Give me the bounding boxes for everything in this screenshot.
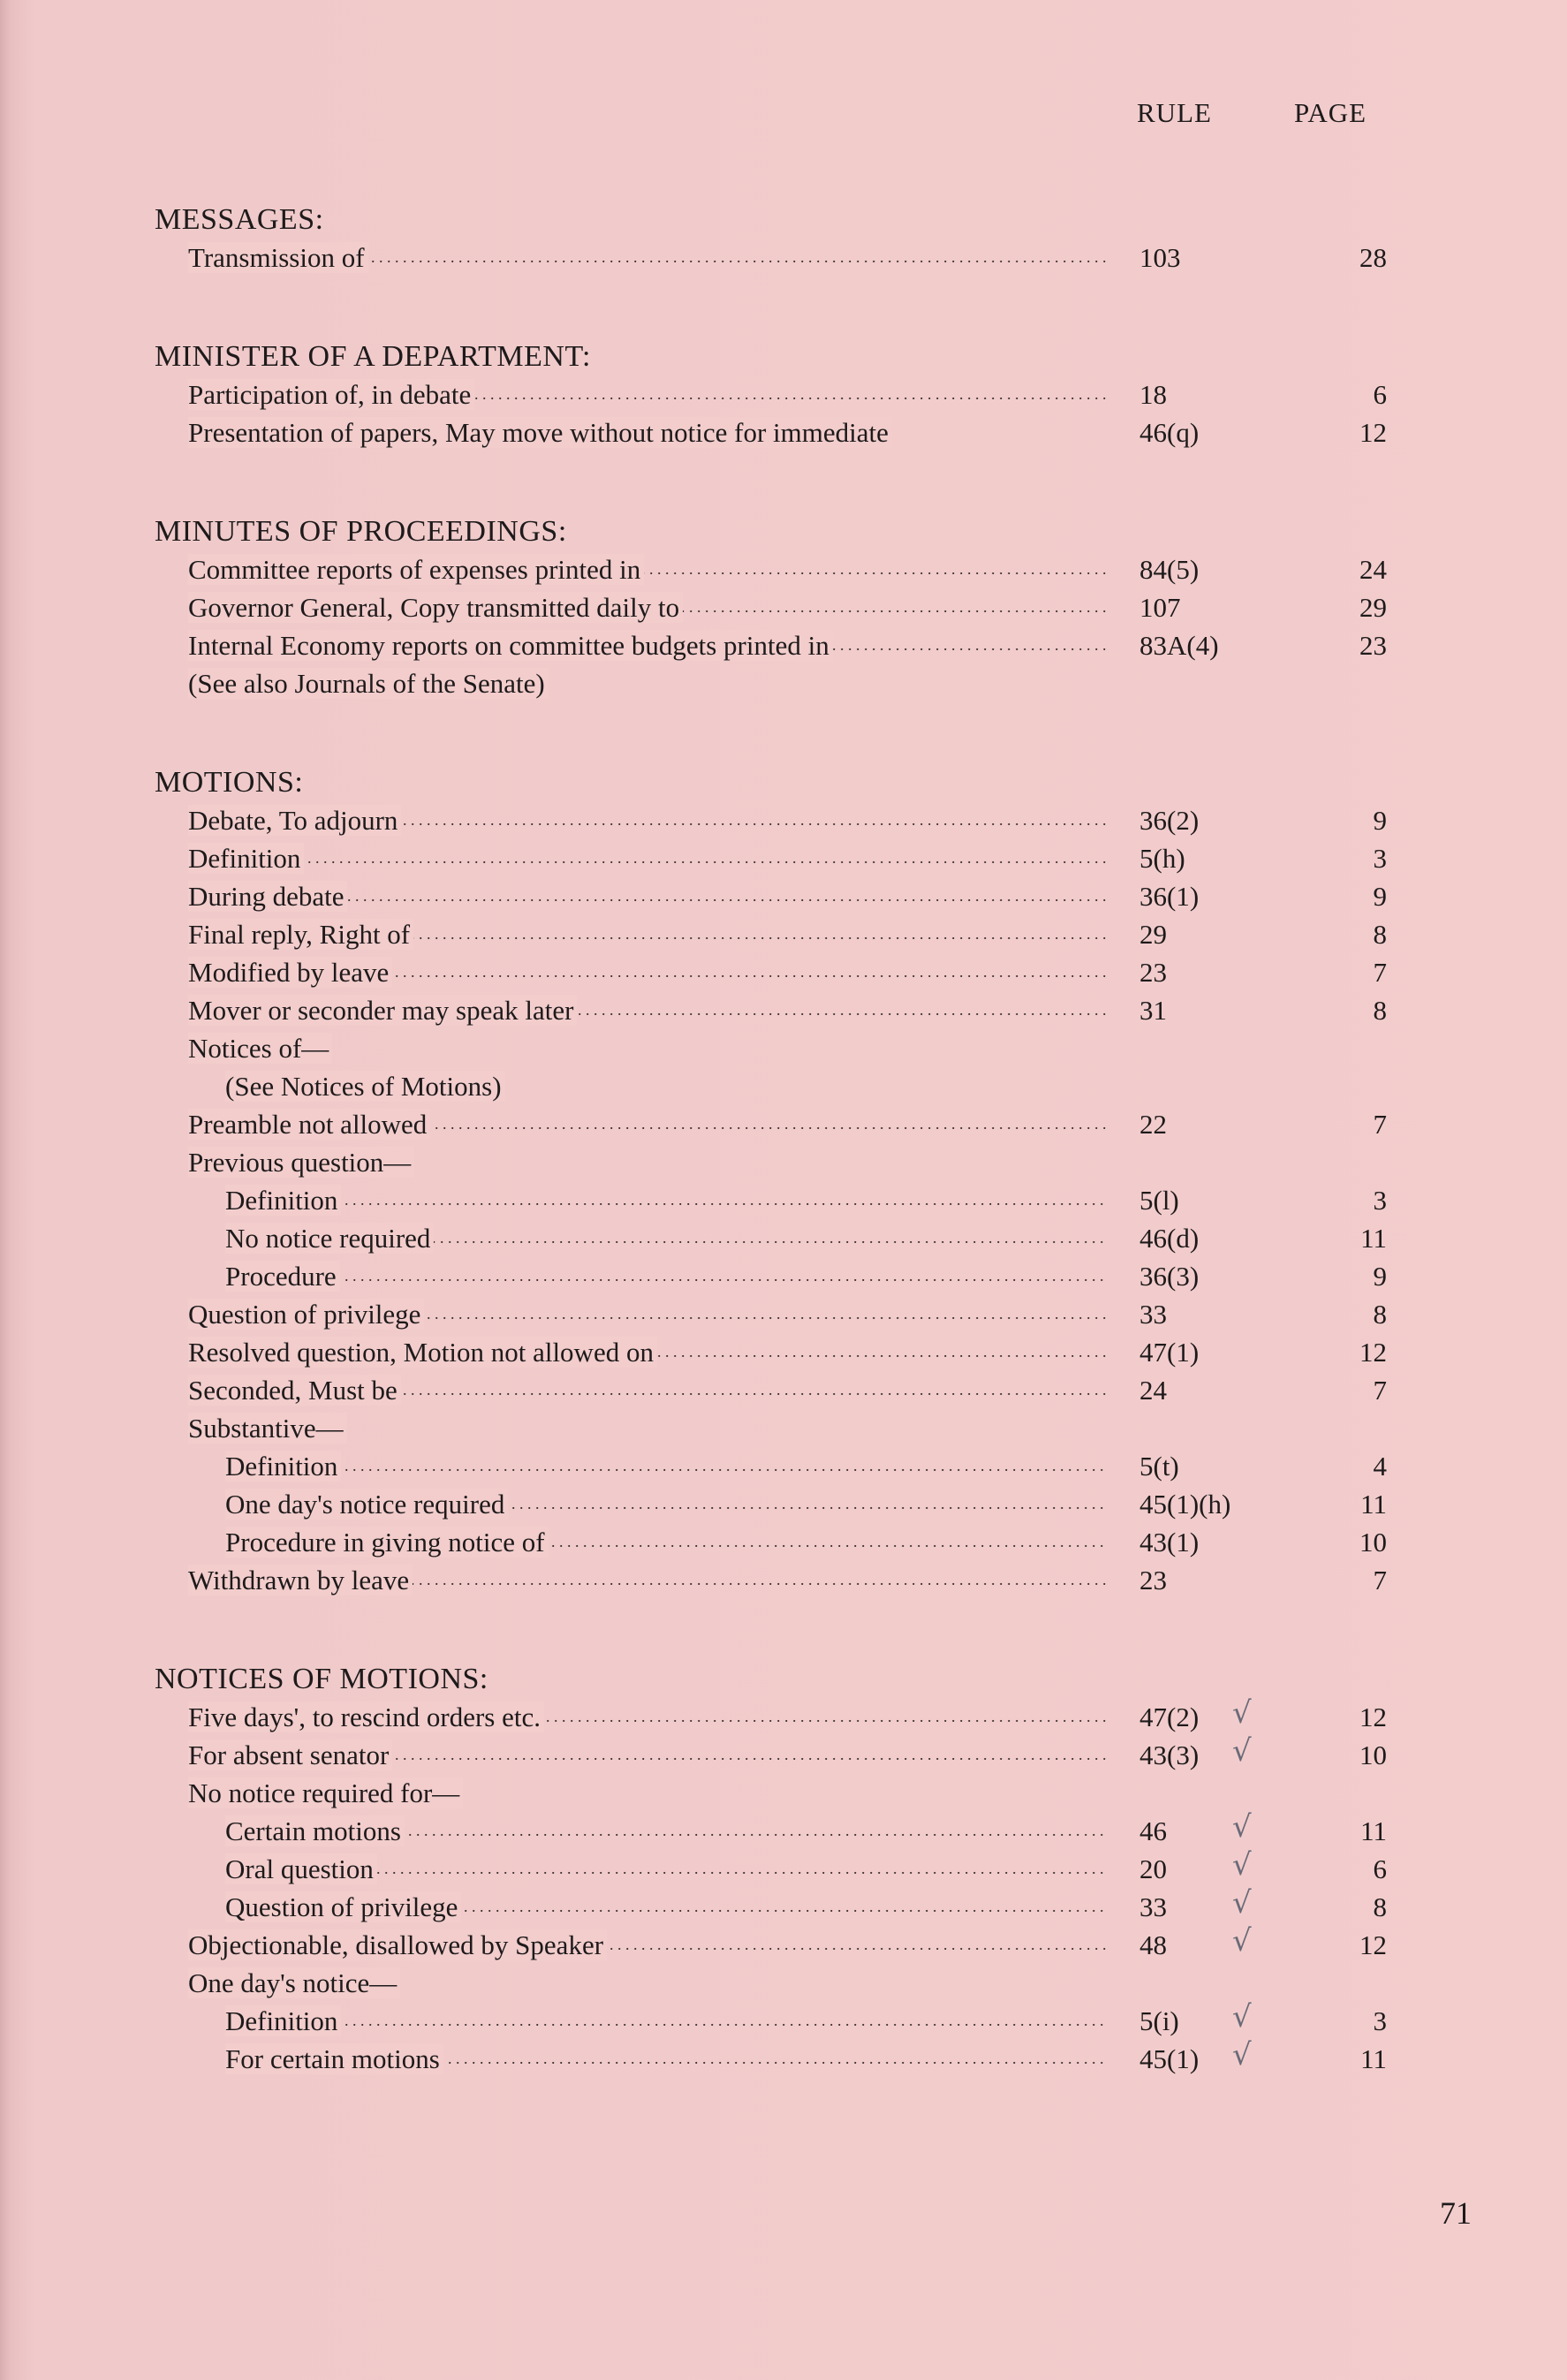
entry-label: One day's notice— — [188, 1967, 400, 1998]
entry-label: Substantive— — [188, 1413, 347, 1444]
entry-label: Preamble not allowed — [188, 1109, 430, 1140]
section-heading: NOTICES OF MOTIONS: — [155, 1663, 488, 1695]
entry-page-number: 23 — [1359, 630, 1387, 661]
index-entry — [0, 413, 1567, 451]
entry-rule-number: 46 — [1139, 1815, 1167, 1846]
entry-label: Procedure — [225, 1261, 340, 1292]
entry-label: Debate, To adjourn — [188, 805, 401, 836]
handwritten-check-icon: √ — [1232, 1923, 1252, 1959]
entry-rule-number: 24 — [1139, 1375, 1167, 1406]
index-entry — [0, 1219, 1567, 1257]
entry-rule-number: 45(1) — [1139, 2043, 1200, 2074]
entry-label: Resolved question, Motion not allowed on — [188, 1337, 657, 1368]
entry-label: Definition — [225, 1185, 341, 1216]
entry-page-number: 28 — [1359, 242, 1387, 273]
index-entry — [0, 2037, 1567, 2078]
entry-page-number: 8 — [1373, 919, 1387, 950]
index-entry — [0, 991, 1567, 1029]
index-section — [0, 764, 1567, 1599]
entry-label: Procedure in giving notice of — [225, 1527, 549, 1558]
index-entry — [0, 801, 1567, 839]
index-entry — [0, 1295, 1567, 1333]
entry-label: Transmission of — [188, 242, 368, 273]
page-column-header: PAGE — [1294, 97, 1367, 128]
entry-rule-number: 43(3) — [1139, 1740, 1200, 1770]
entry-rule-number: 33 — [1139, 1299, 1167, 1330]
index-entry — [0, 953, 1567, 991]
entry-rule-number: 84(5) — [1139, 554, 1200, 585]
page-number: 71 — [1440, 2195, 1472, 2231]
entry-page-number: 7 — [1373, 957, 1387, 988]
entry-label: Question of privilege — [188, 1299, 424, 1330]
entry-label: For absent senator — [188, 1740, 392, 1770]
index-entry — [0, 1774, 1567, 1812]
index-entry — [0, 1847, 1567, 1888]
entry-page-number: 6 — [1373, 379, 1387, 410]
index-entry — [0, 1143, 1567, 1181]
entry-label: Definition — [225, 1451, 341, 1482]
entry-label: Question of privilege — [225, 1891, 461, 1922]
entry-label: Definition — [188, 843, 304, 874]
entry-label: Presentation of papers, May move without notice for immediate — [188, 417, 892, 448]
index-entry — [0, 915, 1567, 953]
index-entry — [0, 375, 1567, 413]
entry-rule-number: 47(2) — [1139, 1702, 1200, 1732]
entry-label: During debate — [188, 881, 347, 912]
entry-rule-number: 33 — [1139, 1891, 1167, 1922]
handwritten-check-icon: √ — [1232, 1809, 1252, 1845]
index-section — [0, 201, 1567, 277]
index-entry — [0, 1333, 1567, 1371]
entry-rule-number: 36(2) — [1139, 805, 1200, 836]
index-entry — [0, 1447, 1567, 1485]
entry-rule-number: 36(1) — [1139, 881, 1200, 912]
entry-rule-number: 103 — [1139, 242, 1181, 273]
entry-page-number: 10 — [1359, 1527, 1387, 1558]
entry-rule-number: 5(t) — [1139, 1451, 1179, 1482]
entry-rule-number: 5(h) — [1139, 843, 1185, 874]
entry-page-number: 9 — [1373, 1261, 1387, 1292]
index-entry — [0, 664, 1567, 702]
entry-page-number: 11 — [1360, 1489, 1387, 1520]
entry-label: Five days', to rescind orders etc. — [188, 1702, 544, 1732]
entry-label: No notice required for— — [188, 1777, 463, 1808]
entry-page-number: 8 — [1373, 1891, 1387, 1922]
section-heading: MINISTER OF A DEPARTMENT: — [155, 340, 591, 373]
index-entry — [0, 1733, 1567, 1774]
index-entry — [0, 1181, 1567, 1219]
entry-rule-number: 5(l) — [1139, 1185, 1179, 1216]
entry-rule-number: 46(q) — [1139, 417, 1200, 448]
entry-rule-number: 29 — [1139, 919, 1167, 950]
entry-rule-number: 36(3) — [1139, 1261, 1200, 1292]
entry-page-number: 10 — [1359, 1740, 1387, 1770]
entry-label: Governor General, Copy transmitted daily to — [188, 592, 683, 623]
handwritten-check-icon: √ — [1232, 1695, 1252, 1731]
entry-page-number: 11 — [1360, 2043, 1387, 2074]
rule-column-header: RULE — [1137, 97, 1212, 128]
entry-page-number: 4 — [1373, 1451, 1387, 1482]
entry-label: Oral question — [225, 1853, 377, 1884]
index-section — [0, 338, 1567, 451]
entry-rule-number: 43(1) — [1139, 1527, 1200, 1558]
entry-rule-number: 5(i) — [1139, 2005, 1179, 2036]
index-entry — [0, 1523, 1567, 1561]
section-heading: MESSAGES: — [155, 203, 324, 236]
entry-label: Notices of— — [188, 1033, 332, 1064]
index-entry — [0, 588, 1567, 626]
index-entry — [0, 1485, 1567, 1523]
entry-label: One day's notice required — [225, 1489, 508, 1520]
entry-label: (See also Journals of the Senate) — [188, 668, 549, 699]
entry-page-number: 12 — [1359, 1702, 1387, 1732]
entry-rule-number: 20 — [1139, 1853, 1167, 1884]
entry-page-number: 24 — [1359, 554, 1387, 585]
entry-page-number: 12 — [1359, 1337, 1387, 1368]
entry-label: No notice required — [225, 1223, 434, 1254]
index-entry — [0, 1923, 1567, 1964]
entry-rule-number: 107 — [1139, 592, 1181, 623]
entry-label: Mover or seconder may speak later — [188, 995, 577, 1026]
entry-page-number: 7 — [1373, 1565, 1387, 1596]
entry-label: Final reply, Right of — [188, 919, 413, 950]
index-entry — [0, 1257, 1567, 1295]
handwritten-check-icon: √ — [1232, 1733, 1252, 1769]
handwritten-check-icon: √ — [1232, 2037, 1252, 2073]
entry-rule-number: 47(1) — [1139, 1337, 1200, 1368]
index-section — [0, 513, 1567, 702]
entry-label: Seconded, Must be — [188, 1375, 401, 1406]
section-heading: MOTIONS: — [155, 766, 304, 799]
index-entry — [0, 1371, 1567, 1409]
entry-rule-number: 48 — [1139, 1929, 1167, 1960]
entry-page-number: 9 — [1373, 881, 1387, 912]
handwritten-check-icon: √ — [1232, 1885, 1252, 1921]
entry-label: Modified by leave — [188, 957, 392, 988]
entry-page-number: 12 — [1359, 1929, 1387, 1960]
entry-rule-number: 23 — [1139, 1565, 1167, 1596]
entry-label: Previous question— — [188, 1147, 414, 1178]
entry-label: Certain motions — [225, 1815, 405, 1846]
handwritten-check-icon: √ — [1232, 1847, 1252, 1883]
index-entry — [0, 877, 1567, 915]
entry-label: Definition — [225, 2005, 341, 2036]
entry-label: Withdrawn by leave — [188, 1565, 413, 1596]
entry-rule-number: 83A(4) — [1139, 630, 1219, 661]
entry-label: Internal Economy reports on committee budgets printed in — [188, 630, 833, 661]
index-entry — [0, 1885, 1567, 1926]
index-entry — [0, 626, 1567, 664]
entry-rule-number: 23 — [1139, 957, 1167, 988]
entry-page-number: 9 — [1373, 805, 1387, 836]
index-entry — [0, 839, 1567, 877]
index-entry — [0, 1809, 1567, 1850]
entry-page-number: 3 — [1373, 1185, 1387, 1216]
entry-rule-number: 45(1)(h) — [1139, 1489, 1231, 1520]
entry-page-number: 6 — [1373, 1853, 1387, 1884]
entry-page-number: 7 — [1373, 1375, 1387, 1406]
entry-page-number: 3 — [1373, 2005, 1387, 2036]
index-entry — [0, 239, 1567, 277]
entry-label: Committee reports of expenses printed in — [188, 554, 644, 585]
entry-page-number: 12 — [1359, 417, 1387, 448]
handwritten-check-icon: √ — [1232, 1999, 1252, 2035]
index-entry — [0, 550, 1567, 588]
entry-rule-number: 31 — [1139, 995, 1167, 1026]
index-entry — [0, 1964, 1567, 2002]
entry-label: (See Notices of Motions) — [225, 1071, 505, 1102]
index-entry — [0, 1561, 1567, 1599]
entry-page-number: 7 — [1373, 1109, 1387, 1140]
entry-label: Objectionable, disallowed by Speaker — [188, 1929, 607, 1960]
index-entry — [0, 1029, 1567, 1067]
entry-page-number: 8 — [1373, 1299, 1387, 1330]
entry-label: Participation of, in debate — [188, 379, 474, 410]
entry-page-number: 11 — [1360, 1223, 1387, 1254]
index-content — [0, 201, 1567, 2140]
entry-page-number: 11 — [1360, 1815, 1387, 1846]
index-entry — [0, 1695, 1567, 1736]
column-header — [0, 97, 1567, 133]
entry-rule-number: 22 — [1139, 1109, 1167, 1140]
entry-rule-number: 18 — [1139, 379, 1167, 410]
entry-page-number: 29 — [1359, 592, 1387, 623]
index-entry — [0, 1067, 1567, 1105]
index-entry — [0, 1105, 1567, 1143]
index-section — [0, 1661, 1567, 2078]
section-heading: MINUTES OF PROCEEDINGS: — [155, 515, 567, 548]
entry-rule-number: 46(d) — [1139, 1223, 1200, 1254]
entry-page-number: 3 — [1373, 843, 1387, 874]
index-entry — [0, 1409, 1567, 1447]
entry-page-number: 8 — [1373, 995, 1387, 1026]
entry-label: For certain motions — [225, 2043, 443, 2074]
index-entry — [0, 1999, 1567, 2040]
